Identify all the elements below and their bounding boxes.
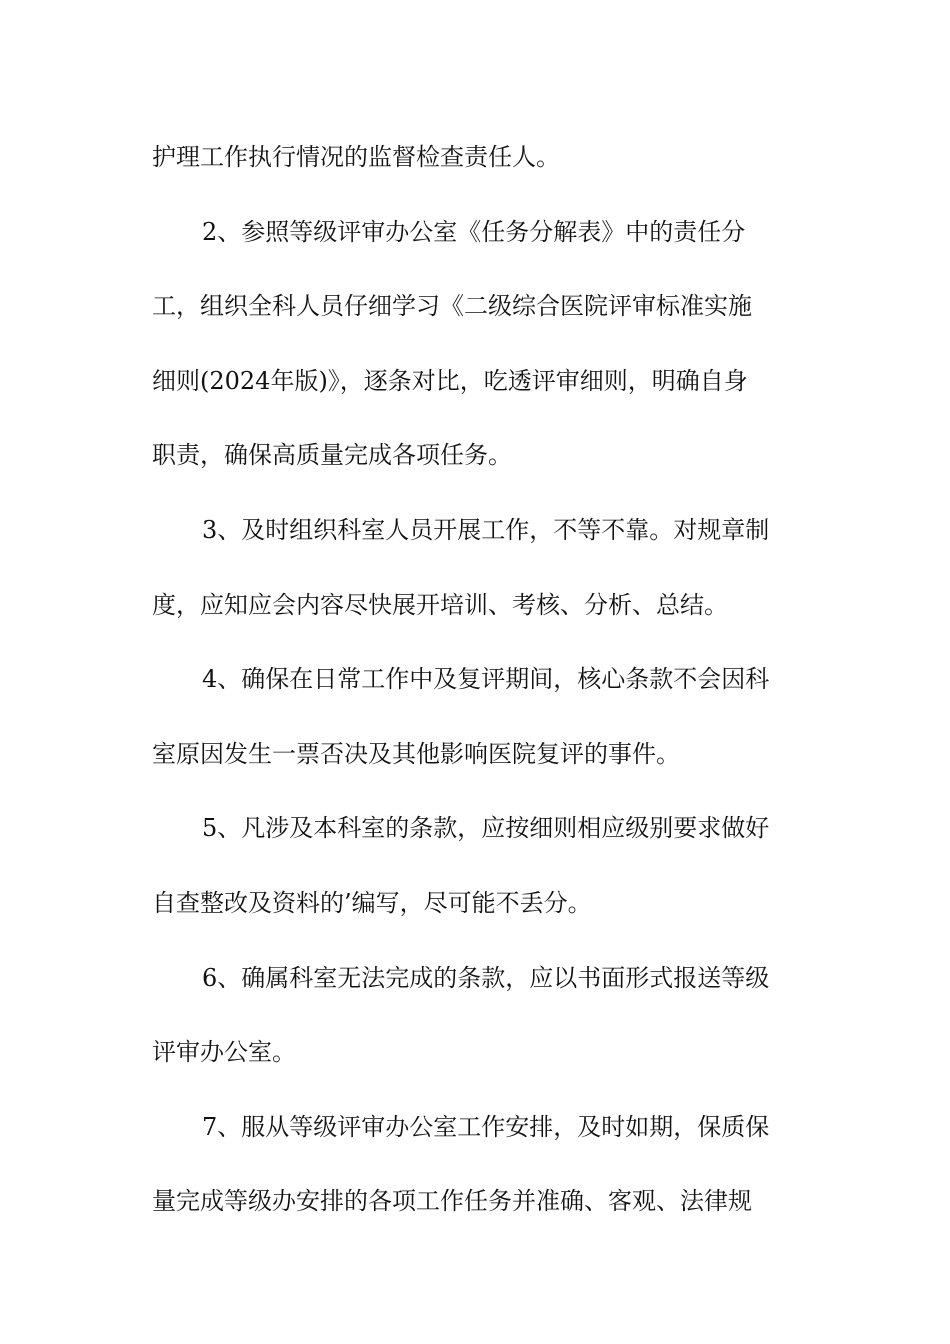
text-line: 自查整改及资料的’编写，尽可能不丢分。: [152, 888, 592, 917]
text-line: 量完成等级办安排的各项工作任务并准确、客观、法律规: [152, 1187, 752, 1216]
text-line: 5、凡涉及本科室的条款，应按细则相应级别要求做好: [202, 814, 770, 843]
text-line: 工，组织全科人员仔细学习《二级综合医院评审标准实施: [152, 292, 752, 321]
text-line: 细则(2024年版)》，逐条对比，吃透评审细则，明确自身: [152, 366, 748, 395]
text-line: 护理工作执行情况的监督检查责任人。: [152, 143, 560, 171]
text-line: 3、及时组织科室人员开展工作，不等不靠。对规章制: [202, 515, 770, 544]
text-line: 室原因发生一票否决及其他影响医院复评的事件。: [152, 739, 680, 768]
text-line: 4、确保在日常工作中及复评期间，核心条款不会因科: [202, 665, 770, 694]
text-line: 评审办公室。: [152, 1038, 296, 1067]
text-line: 7、服从等级评审办公室工作安排，及时如期，保质保: [202, 1112, 770, 1141]
text-line: 2、参照等级评审办公室《任务分解表》中的责任分: [202, 217, 746, 246]
text-line: 度，应知应会内容尽快展开培训、考核、分析、总结。: [152, 590, 728, 619]
document-body: [152, 120, 807, 1239]
text-line: 职责，确保高质量完成各项任务。: [152, 441, 512, 470]
text-line: 6、确属科室无法完成的条款，应以书面形式报送等级: [202, 963, 770, 992]
